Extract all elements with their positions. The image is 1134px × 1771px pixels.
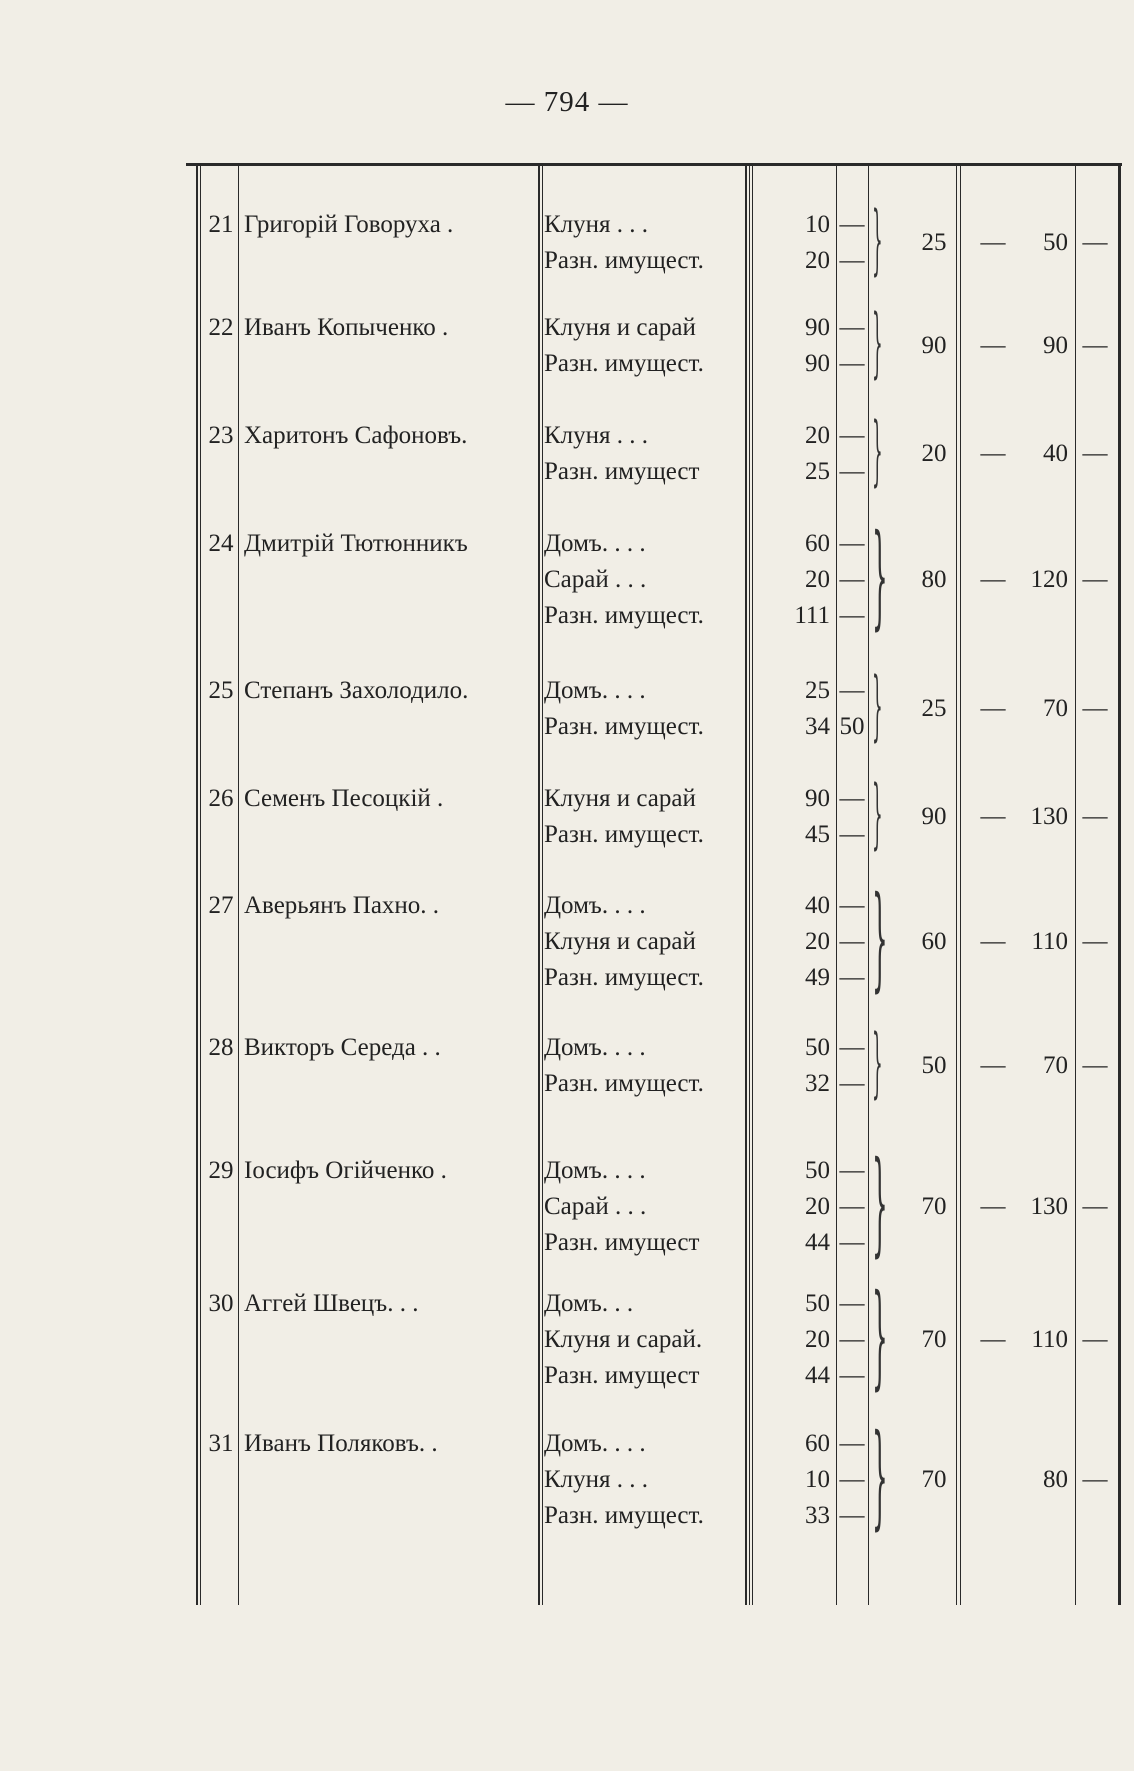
total-kopecks: — <box>980 928 1006 955</box>
property-item: Домъ. . . . <box>544 892 646 919</box>
property-kopecks: — <box>839 785 865 812</box>
owner-name: Викторъ Середа . . <box>244 1034 441 1061</box>
row-number: 21 <box>208 211 234 238</box>
property-value: 111 <box>794 602 830 629</box>
property-kopecks: 50 <box>839 713 865 740</box>
insured-total: 120 <box>1030 566 1068 593</box>
insured-total: 110 <box>1031 928 1068 955</box>
property-kopecks: — <box>839 1070 865 1097</box>
property-value: 20 <box>805 566 830 593</box>
group-brace: } <box>872 297 883 386</box>
total-kopecks: — <box>980 566 1006 593</box>
assessed-total: 70 <box>921 1326 947 1353</box>
property-value: 10 <box>805 1466 830 1493</box>
assessed-total: 90 <box>921 332 947 359</box>
row-number: 27 <box>208 892 234 919</box>
insured-total: 40 <box>1043 440 1068 467</box>
property-value: 20 <box>805 1326 830 1353</box>
insured-kopecks: — <box>1082 695 1108 722</box>
property-value: 90 <box>805 785 830 812</box>
row-number: 28 <box>208 1034 234 1061</box>
group-brace: } <box>872 768 883 857</box>
total-kopecks: — <box>980 803 1006 830</box>
property-value: 33 <box>805 1502 830 1529</box>
property-item: Домъ. . . . <box>544 530 646 557</box>
property-value: 60 <box>805 530 830 557</box>
owner-name: Харитонъ Сафоновъ. <box>244 422 468 449</box>
property-kopecks: — <box>839 422 865 449</box>
row-number: 22 <box>208 314 234 341</box>
property-value: 44 <box>805 1362 830 1389</box>
property-kopecks: — <box>839 1034 865 1061</box>
owner-name: Иванъ Поляковъ. . <box>244 1430 438 1457</box>
property-kopecks: — <box>839 1430 865 1457</box>
property-kopecks: — <box>839 602 865 629</box>
property-value: 50 <box>805 1034 830 1061</box>
property-item: Разн. имущест <box>544 458 700 485</box>
owner-name: Семенъ Песоцкій . <box>244 785 444 812</box>
property-item: Разн. имущест. <box>544 964 704 991</box>
row-number: 26 <box>208 785 234 812</box>
page-number: — 794 — <box>505 86 629 118</box>
owner-name: Григорій Говоруха . <box>244 211 454 238</box>
property-item: Клуня . . . <box>544 211 649 238</box>
row-number: 30 <box>208 1290 234 1317</box>
insured-kopecks: — <box>1082 1193 1108 1220</box>
insured-kopecks: — <box>1082 803 1108 830</box>
assessed-total: 90 <box>921 803 947 830</box>
property-value: 20 <box>805 422 830 449</box>
property-item: Сарай . . . <box>544 1193 647 1220</box>
property-item: Клуня и сарай. <box>544 1326 703 1353</box>
owner-name: Дмитрій Тютюнникъ <box>244 530 468 557</box>
property-item: Домъ. . . . <box>544 1034 646 1061</box>
column-rule <box>956 163 957 1605</box>
group-brace: } <box>872 1138 888 1268</box>
property-item: Разн. имущест. <box>544 821 704 848</box>
property-value: 50 <box>805 1290 830 1317</box>
property-value: 90 <box>805 314 830 341</box>
property-kopecks: — <box>839 1326 865 1353</box>
property-value: 25 <box>805 677 830 704</box>
property-item: Сарай . . . <box>544 566 647 593</box>
insured-kopecks: — <box>1082 332 1108 359</box>
property-kopecks: — <box>839 350 865 377</box>
property-item: Клуня . . . <box>544 1466 649 1493</box>
property-kopecks: — <box>839 964 865 991</box>
property-item: Домъ. . . . <box>544 1157 646 1184</box>
total-kopecks: — <box>980 229 1006 256</box>
total-kopecks: — <box>980 332 1006 359</box>
row-number: 24 <box>208 530 234 557</box>
property-item: Домъ. . . . <box>544 1430 646 1457</box>
assessed-total: 20 <box>921 440 947 467</box>
total-kopecks: — <box>980 1052 1006 1079</box>
property-kopecks: — <box>839 1193 865 1220</box>
group-brace: } <box>872 1411 888 1541</box>
property-item: Разн. имущест. <box>544 1070 704 1097</box>
property-kopecks: — <box>839 211 865 238</box>
insured-total: 50 <box>1043 229 1068 256</box>
property-item: Разн. имущест. <box>544 350 704 377</box>
owner-name: Аггей Швецъ. . . <box>244 1290 419 1317</box>
group-brace: } <box>872 660 883 749</box>
insured-kopecks: — <box>1082 928 1108 955</box>
group-brace: } <box>872 405 883 494</box>
assessed-total: 60 <box>921 928 947 955</box>
property-item: Клуня и сарай <box>544 785 696 812</box>
column-rule <box>538 163 540 1605</box>
owner-name: Степанъ Захолодило. <box>244 677 469 704</box>
property-kopecks: — <box>839 928 865 955</box>
row-number: 23 <box>208 422 234 449</box>
property-kopecks: — <box>839 892 865 919</box>
total-kopecks: — <box>980 440 1006 467</box>
property-kopecks: — <box>839 1466 865 1493</box>
insured-kopecks: — <box>1082 1326 1108 1353</box>
property-value: 34 <box>805 713 830 740</box>
property-item: Клуня и сарай <box>544 928 696 955</box>
property-item: Домъ. . . . <box>544 677 646 704</box>
property-value: 40 <box>805 892 830 919</box>
property-kopecks: — <box>839 677 865 704</box>
insured-total: 80 <box>1043 1466 1068 1493</box>
property-value: 25 <box>805 458 830 485</box>
insured-kopecks: — <box>1082 229 1108 256</box>
column-rule <box>200 163 201 1605</box>
property-item: Разн. имущест. <box>544 247 704 274</box>
insured-total: 110 <box>1031 1326 1068 1353</box>
property-value: 20 <box>805 1193 830 1220</box>
insured-total: 90 <box>1043 332 1068 359</box>
property-value: 32 <box>805 1070 830 1097</box>
column-rule <box>238 163 239 1605</box>
property-kopecks: — <box>839 458 865 485</box>
column-rule <box>542 163 543 1605</box>
property-value: 10 <box>805 211 830 238</box>
column-rule <box>868 163 869 1605</box>
insured-total: 70 <box>1043 1052 1068 1079</box>
property-value: 44 <box>805 1229 830 1256</box>
property-kopecks: — <box>839 247 865 274</box>
property-kopecks: — <box>839 1290 865 1317</box>
insured-total: 130 <box>1030 803 1068 830</box>
property-value: 60 <box>805 1430 830 1457</box>
property-kopecks: — <box>839 314 865 341</box>
assessed-total: 50 <box>921 1052 947 1079</box>
row-number: 31 <box>208 1430 234 1457</box>
property-value: 20 <box>805 928 830 955</box>
column-rule <box>752 163 753 1605</box>
column-rule <box>196 163 198 1605</box>
assessed-total: 25 <box>921 695 947 722</box>
row-number: 29 <box>208 1157 234 1184</box>
property-item: Разн. имущест <box>544 1362 700 1389</box>
assessed-total: 80 <box>921 566 947 593</box>
column-rule <box>1075 163 1076 1605</box>
assessed-total: 70 <box>921 1466 947 1493</box>
property-value: 90 <box>805 350 830 377</box>
property-item: Домъ. . . <box>544 1290 634 1317</box>
group-brace: } <box>872 194 883 283</box>
property-kopecks: — <box>839 530 865 557</box>
property-value: 20 <box>805 247 830 274</box>
property-item: Клуня и сарай <box>544 314 696 341</box>
insured-kopecks: — <box>1082 440 1108 467</box>
insured-kopecks: — <box>1082 1466 1108 1493</box>
total-kopecks: — <box>980 695 1006 722</box>
property-kopecks: — <box>839 1229 865 1256</box>
property-kopecks: — <box>839 566 865 593</box>
assessed-total: 25 <box>921 229 947 256</box>
total-kopecks: — <box>980 1326 1006 1353</box>
property-kopecks: — <box>839 1157 865 1184</box>
insured-kopecks: — <box>1082 1052 1108 1079</box>
column-rule <box>1118 163 1121 1605</box>
row-number: 25 <box>208 677 234 704</box>
insured-kopecks: — <box>1082 566 1108 593</box>
property-value: 45 <box>805 821 830 848</box>
owner-name: Иванъ Копыченко . <box>244 314 449 341</box>
property-value: 50 <box>805 1157 830 1184</box>
property-item: Разн. имущест. <box>544 713 704 740</box>
insured-total: 130 <box>1030 1193 1068 1220</box>
property-item: Разн. имущест. <box>544 1502 704 1529</box>
owner-name: Аверьянъ Пахно. . <box>244 892 440 919</box>
group-brace: } <box>872 1017 883 1106</box>
group-brace: } <box>872 1271 888 1401</box>
total-kopecks: — <box>980 1193 1006 1220</box>
property-item: Клуня . . . <box>544 422 649 449</box>
table-top-rule <box>186 163 1122 166</box>
column-rule <box>960 163 961 1605</box>
property-kopecks: — <box>839 1502 865 1529</box>
group-brace: } <box>872 511 888 641</box>
property-value: 49 <box>805 964 830 991</box>
insured-total: 70 <box>1043 695 1068 722</box>
property-item: Разн. имущест. <box>544 602 704 629</box>
group-brace: } <box>872 873 888 1003</box>
property-item: Разн. имущест <box>544 1229 700 1256</box>
property-kopecks: — <box>839 821 865 848</box>
owner-name: Іосифъ Огійченко . <box>244 1157 447 1184</box>
assessed-total: 70 <box>921 1193 947 1220</box>
property-kopecks: — <box>839 1362 865 1389</box>
